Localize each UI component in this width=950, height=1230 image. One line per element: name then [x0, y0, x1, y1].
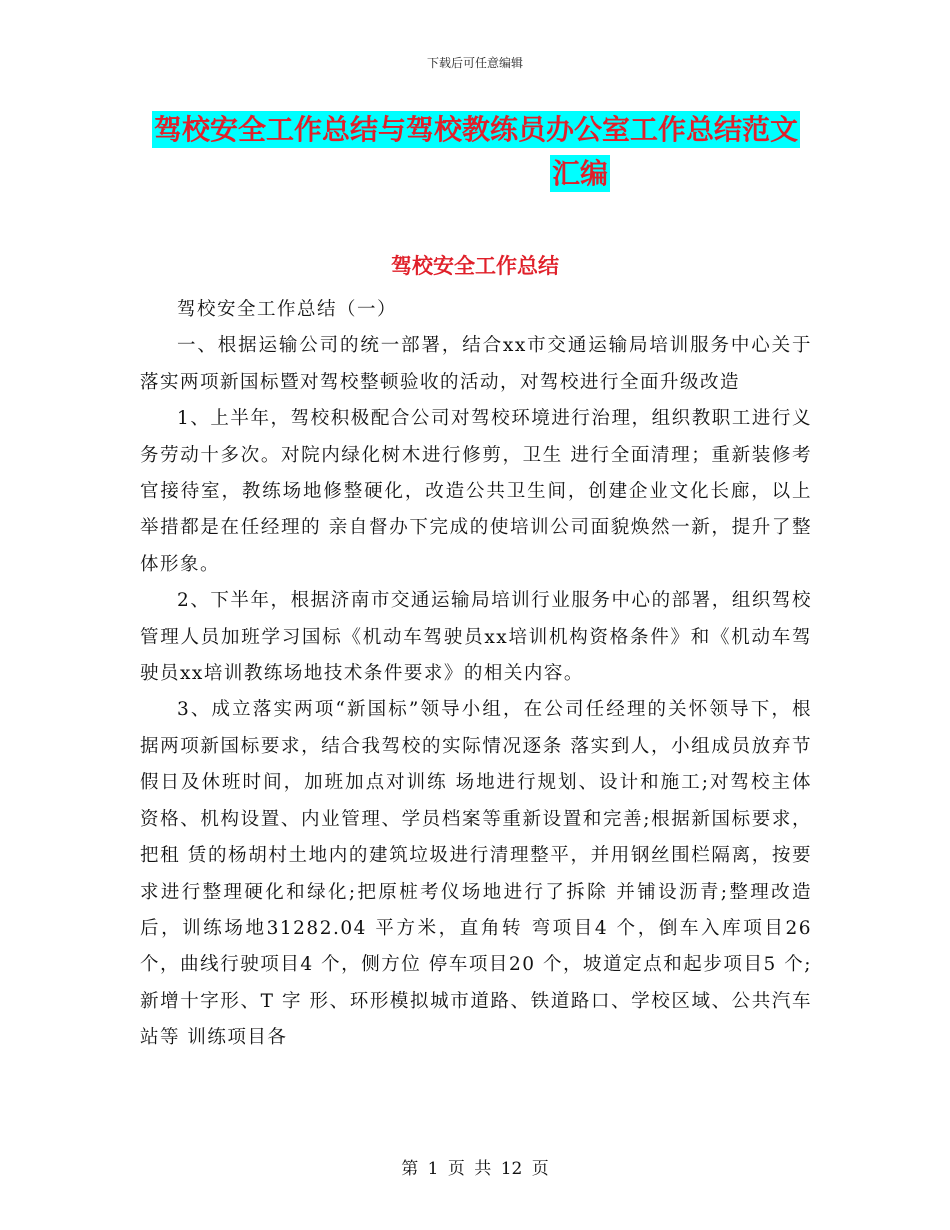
page-number-footer: 第 1 页 共 12 页: [401, 1159, 549, 1179]
paragraph: 一、根据运输公司的统一部署，结合xx市交通运输局培训服务中心关于落实两项新国标暨对驾校整顿验收的活动，对驾校进行全面升级改造: [140, 335, 812, 393]
section-title: 驾校安全工作总结: [391, 254, 559, 278]
document-title-line-2: 汇编: [551, 157, 608, 190]
document-body: [140, 292, 812, 1057]
document-title-line-1: 驾校安全工作总结与驾校教练员办公室工作总结范文: [153, 113, 798, 146]
document-title: [150, 108, 800, 196]
header-note: 下载后可任意编辑: [426, 56, 523, 70]
paragraph: 1、上半年，驾校积极配合公司对驾校环境进行治理，组织教职工进行义务劳动十多次。对院内绿化树木进行修剪，卫生 进行全面清理；重新装修考官接待室，教练场地修整硬化，改造公共卫生间，创建企业文化长廊，以上举措都是在任经理的 亲自督办下完成的使培训公司面貌焕然一新，提升了整体形象。: [140, 408, 812, 575]
paragraph-subheading: 驾校安全工作总结（一）: [177, 299, 398, 320]
paragraph: 3、成立落实两项“新国标”领导小组，在公司任经理的关怀领导下，根据两项新国标要求，结合我驾校的实际情况逐条 落实到人，小组成员放弃节假日及休班时间，加班加点对训练 场地进行规划、设计和施工;对驾校主体资格、机构设置、内业管理、学员档案等重新设置和完善;根据新国标要求，把租 赁的杨胡村土地内的建筑垃圾进行清理整平，并用钢丝围栏隔离，按要求进行整理硬化和绿化;把原桩考仪场地进行了拆除 并铺设沥青;整理改造后，训练场地31282.04 平方米，直角转 弯项目4 个，倒车入库项目26 个，曲线行驶项目4 个，侧方位 停车项目20 个，坡道定点和起步项目5 个;新增十字形、T 字 形、环形模拟城市道路、铁道路口、学校区域、公共汽车站等 训练项目各: [140, 699, 812, 1049]
paragraph: 2、下半年，根据济南市交通运输局培训行业服务中心的部署，组织驾校管理人员加班学习国标《机动车驾驶员xx培训机构资格条件》和《机动车驾驶员xx培训教练场地技术条件要求》的相关内容。: [140, 590, 812, 685]
